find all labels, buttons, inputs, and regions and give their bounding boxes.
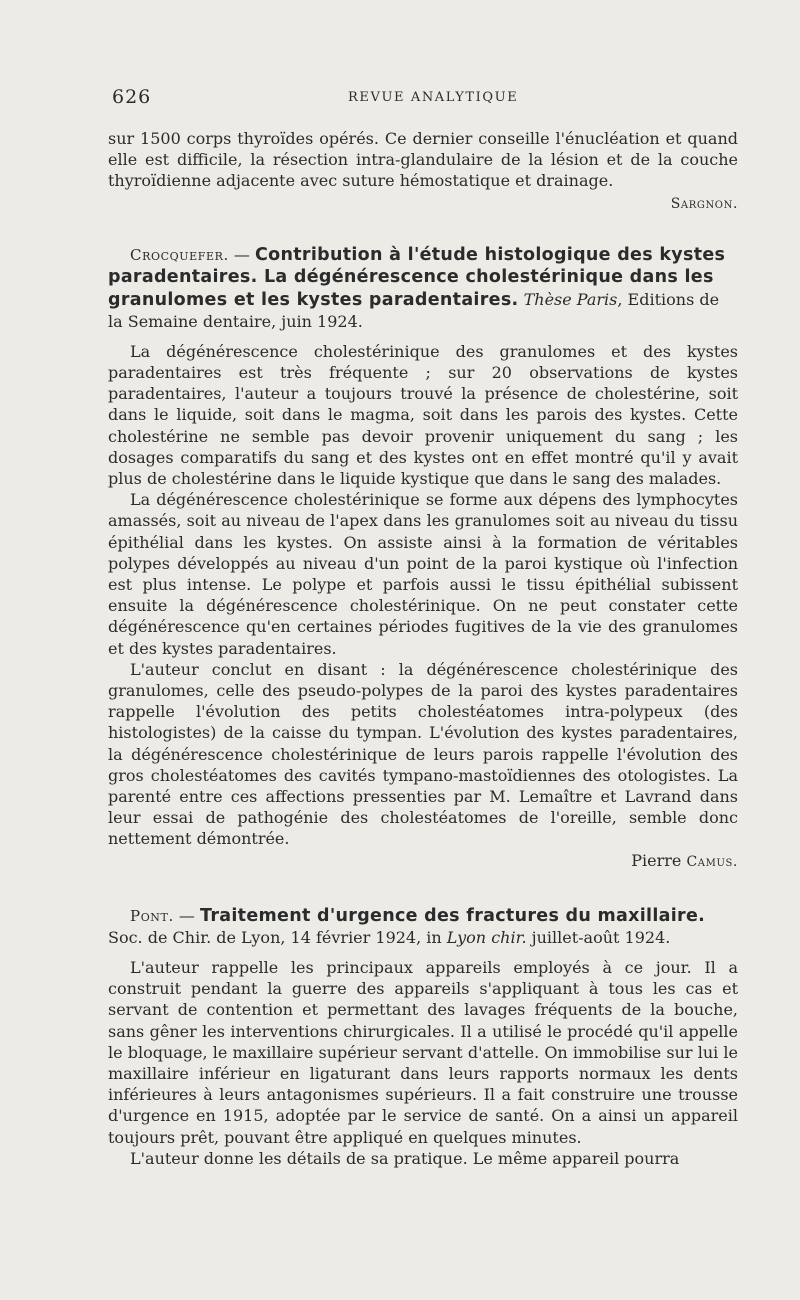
article-pont	[108, 905, 738, 1169]
article-paragraph: L'auteur conclut en disant : la dégénérescence cholestérinique des granulomes, celle des pseudo-polypes de la paroi des kystes paradentaires rappelle l'évolution des petits cholestéatomes intra-polypeux (des histologistes) de la caisse du tympan. L'évolution des kystes paradentaires, la dégénérescence cholestérinique de leurs parois rappelle l'évolution des gros cholestéatomes des cavités tympano-mastoïdiennes des otologistes. La parenté entre ces affections pressenties par M. Lemaître et Lavrand dans leur essai de pathogénie des cholestéatomes de l'oreille, semble donc nettement démontrée.	[108, 659, 738, 849]
page-content	[108, 128, 738, 1169]
article-paragraph: L'auteur rappelle les principaux appareils employés à ce jour. Il a construit pendant la guerre des appareils s'appliquant à tous les cas et servant de contention et permettant des lavages fréquents de la bouche, sans gêner les interventions chirurgicales. Il a utilisé le procédé qu'il appelle le bloquage, le maxillaire supérieur servant d'attelle. On immobilise sur lui le maxillaire inférieur en ligaturant dans leurs rapports normaux les dents inférieures à leurs antagonismes supérieurs. Il a fait construire une trousse d'urgence en 1915, adoptée par le service de santé. On a ainsi un appareil toujours prêt, pouvant être appliqué en quelques minutes.	[108, 957, 738, 1147]
heading-dash: —	[173, 905, 201, 925]
article-heading	[108, 244, 738, 333]
article-paragraph: La dégénérescence cholestérinique des granulomes et des kystes paradentaires est très fréquente ; sur 20 observations de kystes paradentaires, l'auteur a toujours trouvé la présence de cholestérine, soit dans le liquide, soit dans le magma, soit dans les parois des kystes. Cette cholestérine ne semble pas devoir provenir uniquement du sang ; les dosages comparatifs du sang et des kystes ont en effet montré qu'il y avait plus de cholestérine dans le liquide kystique que dans le sang des malades.	[108, 341, 738, 489]
signature-first-name: Pierre	[631, 850, 687, 870]
article-source-date: juillet-août 1924.	[526, 928, 671, 948]
article-paragraph: L'auteur donne les détails de sa pratique. Le même appareil pourra	[130, 1148, 680, 1168]
article-journal: Lyon chir.	[446, 928, 527, 948]
signature-name: Sargnon.	[670, 195, 738, 212]
article-continued-signature	[108, 192, 738, 215]
article-crocquefer	[108, 244, 738, 873]
article-title: Contribution à l'étude histologique des kystes paradentaires. La dégénérescence cholestérinique dans les granulomes et les kystes paradentaires.	[108, 244, 726, 310]
page-header	[112, 86, 738, 110]
article-author: Pont.	[130, 906, 174, 925]
article-paragraph: La dégénérescence cholestérinique se forme aux dépens des lymphocytes amassés, soit au niveau de l'apex dans les granulomes soit au niveau du tissu épithélial dans les kystes. On assiste ainsi à la formation de véritables polypes développés au niveau d'un point de la paroi kystique où l'infection est plus intense. Le polype et parfois aussi le tissu épithélial subissent ensuite la dégénérescence cholestérinique. On ne peut constater cette dégénérescence qu'en certaines périodes fugitives de la vie des granulomes et des kystes paradentaires.	[108, 490, 738, 658]
article-thesis: Thèse Paris	[523, 289, 618, 309]
article-author: Crocquefer.	[130, 245, 229, 264]
article-continued-text: sur 1500 corps thyroïdes opérés. Ce dernier conseille l'énucléation et quand elle est difficile, la résection intra-glandulaire de la lésion et de la couche thyroïdienne adjacente avec suture hémostatique et drainage.	[108, 129, 738, 191]
page-number: 626	[112, 86, 152, 108]
article-source: Soc. de Chir. de Lyon, 14 février 1924, in	[108, 928, 447, 948]
article-continued	[108, 128, 738, 215]
running-title: REVUE ANALYTIQUE	[348, 90, 519, 105]
article-title: Traitement d'urgence des fractures du maxillaire.	[200, 905, 706, 926]
article-signature	[108, 850, 738, 873]
signature-last-name: Camus.	[686, 853, 738, 870]
article-heading	[108, 905, 738, 949]
article-publisher: , Editions de la Semaine dentaire, juin 1924.	[108, 289, 720, 332]
heading-dash: —	[228, 244, 255, 264]
